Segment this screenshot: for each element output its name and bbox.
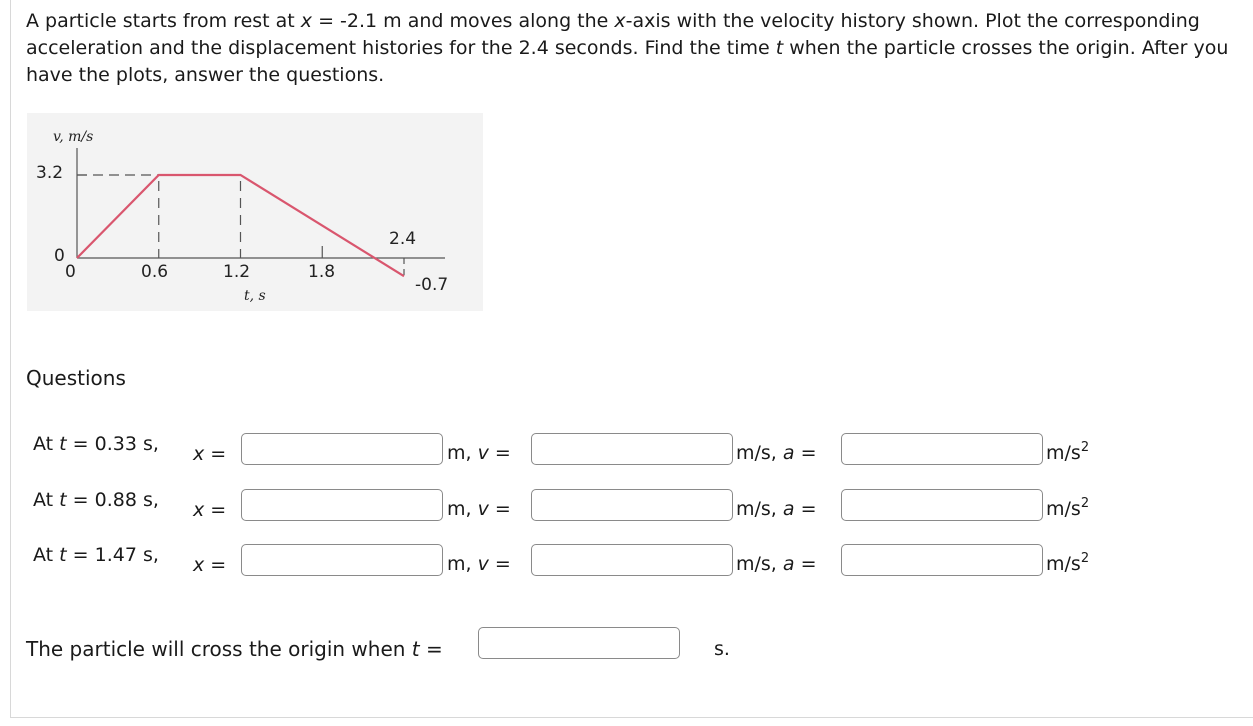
y-axis-label: v, m/s bbox=[53, 129, 94, 145]
acceleration-unit: $m/s^2$ bbox=[1046, 496, 1090, 520]
position-input[interactable] bbox=[241, 489, 443, 521]
annotation-min-value: -0.7 bbox=[415, 275, 449, 295]
acceleration-unit: $m/s^2$ bbox=[1046, 551, 1090, 575]
time-label: At t = 0.88 s, bbox=[33, 489, 159, 511]
velocity-input[interactable] bbox=[531, 433, 733, 465]
y-tick-label-0: 0 bbox=[54, 246, 65, 266]
position-unit-and-velocity-label: m, v = bbox=[447, 498, 511, 520]
acceleration-unit: $m/s^2$ bbox=[1046, 440, 1090, 464]
x-label: x = bbox=[193, 443, 227, 465]
acceleration-input[interactable] bbox=[841, 489, 1043, 521]
velocity-graph bbox=[27, 113, 483, 311]
position-input[interactable] bbox=[241, 433, 443, 465]
questions-heading: Questions bbox=[26, 366, 126, 390]
velocity-input[interactable] bbox=[531, 544, 733, 576]
origin-time-input[interactable] bbox=[478, 627, 680, 659]
question-row bbox=[33, 544, 1233, 582]
content-frame bbox=[10, 0, 1253, 718]
x-tick-label-2.4: 2.4 bbox=[389, 229, 417, 249]
position-input[interactable] bbox=[241, 544, 443, 576]
x-tick-label-1.8: 1.8 bbox=[308, 262, 336, 282]
origin-crossing-row bbox=[26, 627, 826, 665]
origin-time-unit: s. bbox=[714, 638, 730, 660]
position-unit-and-velocity-label: m, v = bbox=[447, 553, 511, 575]
time-label: At t = 1.47 s, bbox=[33, 544, 159, 566]
position-unit-and-velocity-label: m, v = bbox=[447, 442, 511, 464]
velocity-unit-and-acceleration-label: m/s, a = bbox=[736, 498, 817, 520]
x-tick-label-0: 0 bbox=[65, 262, 76, 282]
origin-crossing-text: The particle will cross the origin when t = bbox=[26, 637, 443, 661]
x-label: x = bbox=[193, 554, 227, 576]
velocity-unit-and-acceleration-label: m/s, a = bbox=[736, 553, 817, 575]
velocity-unit-and-acceleration-label: m/s, a = bbox=[736, 442, 817, 464]
x-label: x = bbox=[193, 499, 227, 521]
problem-statement: A particle starts from rest at x = -2.1 m and moves along the x-axis with the velocity history shown. Plot the corresponding acceleration and the displacement histories for the 2.4 seconds. Find the time t when the particle crosses the origin. After you have the plots, answer the questions. bbox=[26, 10, 1229, 86]
question-row bbox=[33, 433, 1233, 471]
acceleration-input[interactable] bbox=[841, 433, 1043, 465]
time-label: At t = 0.33 s, bbox=[33, 433, 159, 455]
x-axis-label: t, s bbox=[244, 288, 266, 304]
velocity-input[interactable] bbox=[531, 489, 733, 521]
x-tick-label-0.6: 0.6 bbox=[141, 262, 169, 282]
question-row bbox=[33, 489, 1233, 527]
acceleration-input[interactable] bbox=[841, 544, 1043, 576]
x-tick-label-1.2: 1.2 bbox=[223, 262, 251, 282]
y-tick-label-3.2: 3.2 bbox=[36, 163, 64, 183]
